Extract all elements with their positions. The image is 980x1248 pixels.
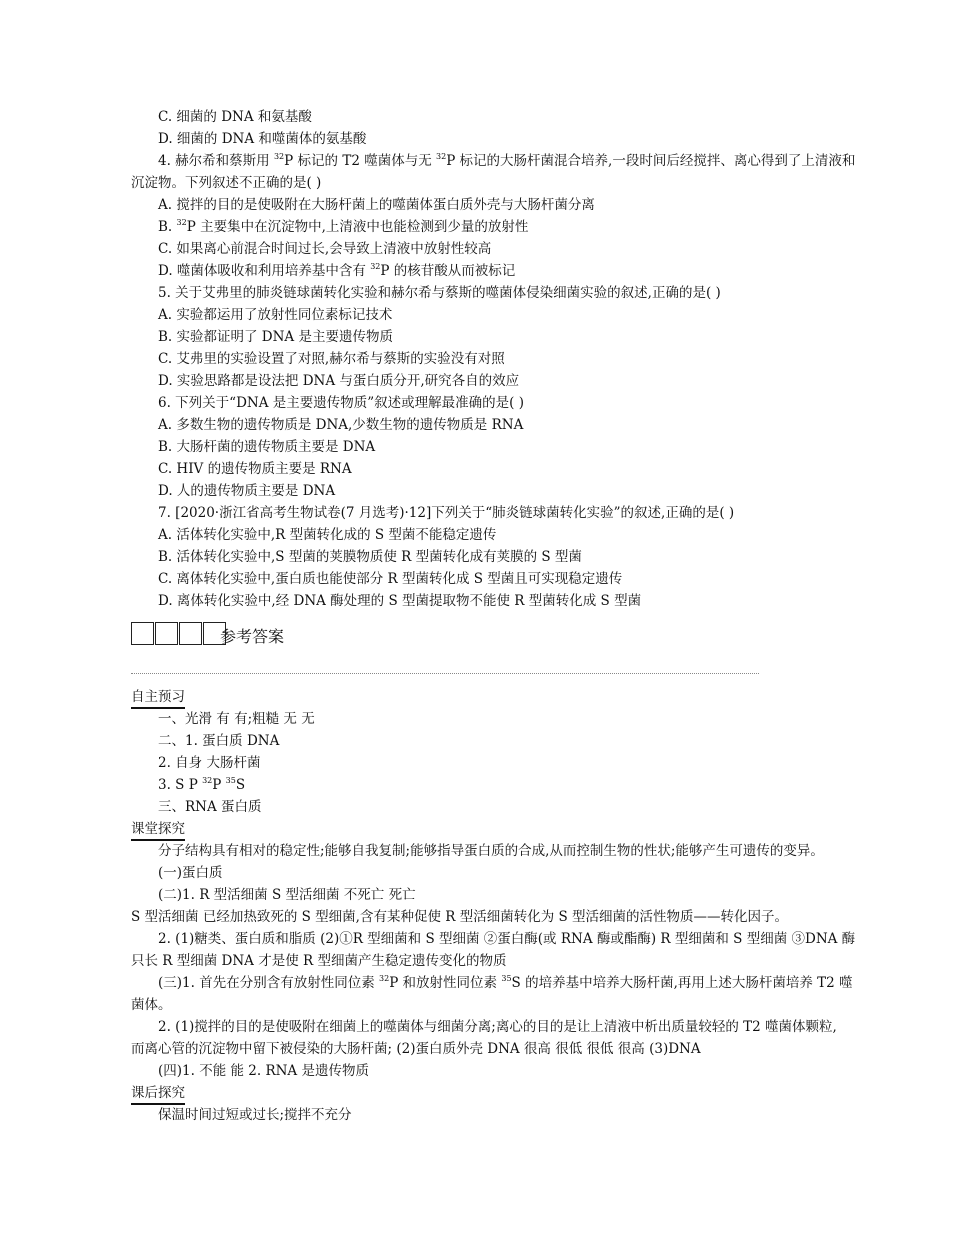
text: B. [158, 219, 177, 235]
answer-line: (一)蛋白质 [158, 865, 223, 881]
question-7-option-d: D. 离体转化实验中,经 DNA 酶处理的 S 型菌提取物不能使 R 型菌转化成 S 型菌 [158, 593, 642, 609]
header-box [179, 622, 202, 645]
answer-header-boxes [131, 622, 227, 645]
superscript: 35 [501, 974, 512, 983]
answer-line: 保温时间过短或过长;搅拌不充分 [158, 1107, 352, 1123]
text: 3. S P [158, 777, 203, 793]
text: P 标记的 T2 噬菌体与无 [284, 153, 436, 169]
superscript: 32 [273, 152, 285, 161]
answer-line: 三、RNA 蛋白质 [158, 799, 262, 815]
question-5-option-c: C. 艾弗里的实验设置了对照,赫尔希与蔡斯的实验没有对照 [158, 351, 505, 367]
section-heading-after-class: 课后探究 [131, 1084, 185, 1105]
question-6-option-d: D. 人的遗传物质主要是 DNA [158, 483, 336, 499]
text: P 主要集中在沉淀物中,上清液中也能检测到少量的放射性 [186, 219, 529, 235]
superscript: 32 [370, 262, 381, 271]
question-3c: C. 细菌的 DNA 和氨基酸 [158, 109, 312, 125]
question-4-stem [158, 152, 855, 170]
text: S 的培养基中培养大肠杆菌,再用上述大肠杆菌培养 T2 噬 [511, 975, 853, 991]
answer-line: 一、光滑 有 有;粗糙 无 无 [158, 711, 315, 727]
answer-line: 2. (1)糖类、蛋白质和脂质 (2)①R 型细菌和 S 型细菌 ②蛋白酶(或 RNA 酶或酯酶) R 型细菌和 S 型细菌 ③DNA 酶 [158, 931, 856, 947]
question-5-option-b: B. 实验都证明了 DNA 是主要遗传物质 [158, 329, 393, 345]
text: P [212, 777, 226, 793]
text: D. 噬菌体吸收和利用培养基中含有 [158, 263, 371, 279]
header-box [131, 622, 154, 645]
answer-line: 2. 自身 大肠杆菌 [158, 755, 261, 771]
answer-line [158, 776, 245, 794]
question-4-option-a: A. 搅拌的目的是使吸附在大肠杆菌上的噬菌体蛋白质外壳与大肠杆菌分离 [158, 197, 595, 213]
question-6-option-c: C. HIV 的遗传物质主要是 RNA [158, 461, 352, 477]
header-box [155, 622, 178, 645]
question-4-option-d [158, 262, 515, 280]
answer-line: 分子结构具有相对的稳定性;能够自我复制;能够指导蛋白质的合成,从而控制生物的性状;能够产生可遗传的变异。 [158, 843, 824, 859]
question-6-stem: 6. 下列关于“DNA 是主要遗传物质”叙述或理解最准确的是( ) [158, 395, 524, 411]
text: (三)1. 首先在分别含有放射性同位素 [158, 975, 379, 991]
text: P 的核苷酸从而被标记 [380, 263, 516, 279]
answers-title: 参考答案 [220, 627, 285, 646]
text: S [235, 777, 246, 793]
answer-line: S 型活细菌 已经加热致死的 S 型细菌,含有某种促使 R 型活细菌转化为 S 型活细菌的活性物质——转化因子。 [131, 909, 789, 925]
question-4-option-b [158, 218, 528, 236]
question-7-stem: 7. [2020·浙江省高考生物试卷(7 月选考)·12]下列关于“肺炎链球菌转化实验”的叙述,正确的是( ) [158, 505, 735, 521]
superscript: 32 [202, 776, 213, 785]
text: P 和放射性同位素 [389, 975, 502, 991]
question-5-option-a: A. 实验都运用了放射性同位素标记技术 [158, 307, 393, 323]
superscript: 32 [436, 152, 447, 161]
question-7-option-b: B. 活体转化实验中,S 型菌的荚膜物质使 R 型菌转化成有荚膜的 S 型菌 [158, 549, 582, 565]
question-5-option-d: D. 实验思路都是设法把 DNA 与蛋白质分开,研究各自的效应 [158, 373, 520, 389]
question-5-stem: 5. 关于艾弗里的肺炎链球菌转化实验和赫尔希与蔡斯的噬菌体侵染细菌实验的叙述,正确的是( ) [158, 285, 721, 301]
answer-line: 2. (1)搅拌的目的是使吸附在细菌上的噬菌体与细菌分离;离心的目的是让上清液中析出质量较轻的 T2 噬菌体颗粒, [158, 1019, 837, 1035]
superscript: 35 [225, 776, 236, 785]
superscript: 32 [176, 218, 187, 227]
answer-line [158, 974, 853, 992]
dotted-divider [131, 673, 759, 674]
answer-line: 菌体。 [131, 997, 172, 1013]
question-7-option-c: C. 离体转化实验中,蛋白质也能使部分 R 型菌转化成 S 型菌且可实现稳定遗传 [158, 571, 623, 587]
answer-line: (二)1. R 型活细菌 S 型活细菌 不死亡 死亡 [158, 887, 416, 903]
text: P 标记的大肠杆菌混合培养,一段时间后经搅拌、离心得到了上清液和 [446, 153, 856, 169]
answer-line: 而离心管的沉淀物中留下被侵染的大肠杆菌; (2)蛋白质外壳 DNA 很高 很低 很低 很高 (3)DNA [131, 1041, 701, 1057]
question-7-option-a: A. 活体转化实验中,R 型菌转化成的 S 型菌不能稳定遗传 [158, 527, 497, 543]
answer-line: 二、1. 蛋白质 DNA [158, 733, 280, 749]
section-heading-class: 课堂探究 [131, 820, 185, 841]
section-heading-preview: 自主预习 [131, 688, 185, 709]
text: 4. 赫尔希和蔡斯用 [158, 153, 274, 169]
answer-line: (四)1. 不能 能 2. RNA 是遗传物质 [158, 1063, 369, 1079]
question-6-option-b: B. 大肠杆菌的遗传物质主要是 DNA [158, 439, 376, 455]
question-3d: D. 细菌的 DNA 和噬菌体的氨基酸 [158, 131, 367, 147]
question-4-stem-cont: 沉淀物。下列叙述不正确的是( ) [131, 175, 322, 191]
answer-line: 只长 R 型细菌 DNA 才是使 R 型细菌产生稳定遗传变化的物质 [131, 953, 507, 969]
question-4-option-c: C. 如果离心前混合时间过长,会导致上清液中放射性较高 [158, 241, 492, 257]
question-6-option-a: A. 多数生物的遗传物质是 DNA,少数生物的遗传物质是 RNA [158, 417, 524, 433]
superscript: 32 [379, 974, 390, 983]
